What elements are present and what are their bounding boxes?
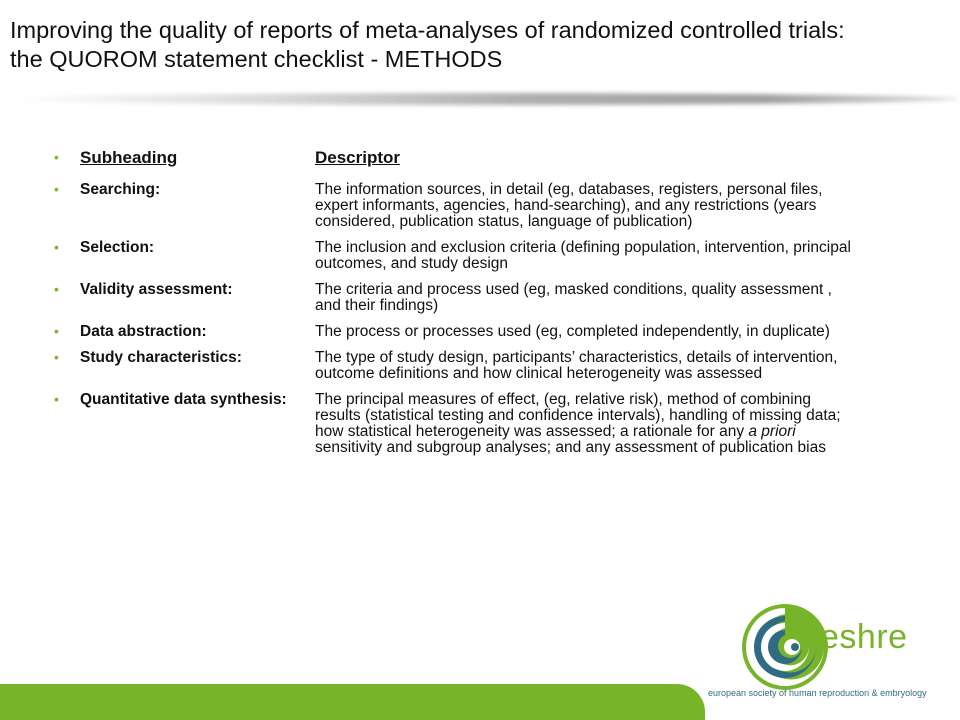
row-subheading: Selection: <box>80 239 155 256</box>
row-subheading: Study characteristics: <box>80 349 242 366</box>
logo-name: eshre <box>820 618 908 656</box>
checklist-table <box>54 148 904 466</box>
eshre-spiral-icon <box>740 602 830 692</box>
row-descriptor: The type of study design, participants’ characteristics, details of intervention, outcome definitions and how clinical heterogeneity was assessed <box>315 349 838 382</box>
row-descriptor: The inclusion and exclusion criteria (defining population, intervention, principal outcomes, and study design <box>315 239 851 272</box>
footer-green-bar <box>0 684 705 720</box>
row-subheading: Quantitative data synthesis: <box>80 391 287 408</box>
checklist-row-searching <box>54 182 904 230</box>
checklist-row-validity <box>54 282 904 314</box>
bullet-icon: • <box>54 281 59 297</box>
checklist-row-data-abstraction <box>54 324 904 340</box>
checklist-row-selection <box>54 240 904 272</box>
title-divider <box>0 93 960 105</box>
logo-tagline: european society of human reproduction & embryology <box>708 688 927 698</box>
row-subheading: Searching: <box>80 181 161 198</box>
bullet-icon: • <box>54 323 59 339</box>
descriptor-text: The principal measures of effect, (eg, relative risk), method of combining results (statistical testing and confidence intervals), handling of missing data; how statistical heterogeneity was assessed; a rationale for any <box>315 391 841 440</box>
row-subheading: Data abstraction: <box>80 323 207 340</box>
row-descriptor: The criteria and process used (eg, masked conditions, quality assessment , and their findings) <box>315 281 832 314</box>
slide-title <box>10 16 955 74</box>
bullet-icon: • <box>54 149 59 165</box>
checklist-row-quantitative-synthesis <box>54 392 904 456</box>
header-descriptor: Descriptor <box>315 148 401 167</box>
descriptor-italic-text: a priori <box>748 423 796 440</box>
slide-title-line-2: the QUOROM statement checklist - METHODS <box>10 46 503 72</box>
eshre-logo <box>708 598 950 704</box>
descriptor-text: sensitivity and subgroup analyses; and any assessment of publication bias <box>315 439 826 456</box>
slide-title-line-1: Improving the quality of reports of meta-analyses of randomized controlled trials: <box>10 17 845 43</box>
row-descriptor <box>315 392 860 456</box>
row-subheading: Validity assessment: <box>80 281 233 298</box>
bullet-icon: • <box>54 239 59 255</box>
row-descriptor: The process or processes used (eg, completed independently, in duplicate) <box>315 323 830 340</box>
bullet-icon: • <box>54 391 59 407</box>
checklist-row-study-characteristics <box>54 350 904 382</box>
row-descriptor: The information sources, in detail (eg, databases, registers, personal files, expert informants, agencies, hand-searching), and any restrictions (years considered, publication status, language of publication) <box>315 181 823 230</box>
bullet-icon: • <box>54 181 59 197</box>
bullet-icon: • <box>54 349 59 365</box>
header-subheading: Subheading <box>80 148 178 167</box>
checklist-header-row <box>54 148 904 168</box>
